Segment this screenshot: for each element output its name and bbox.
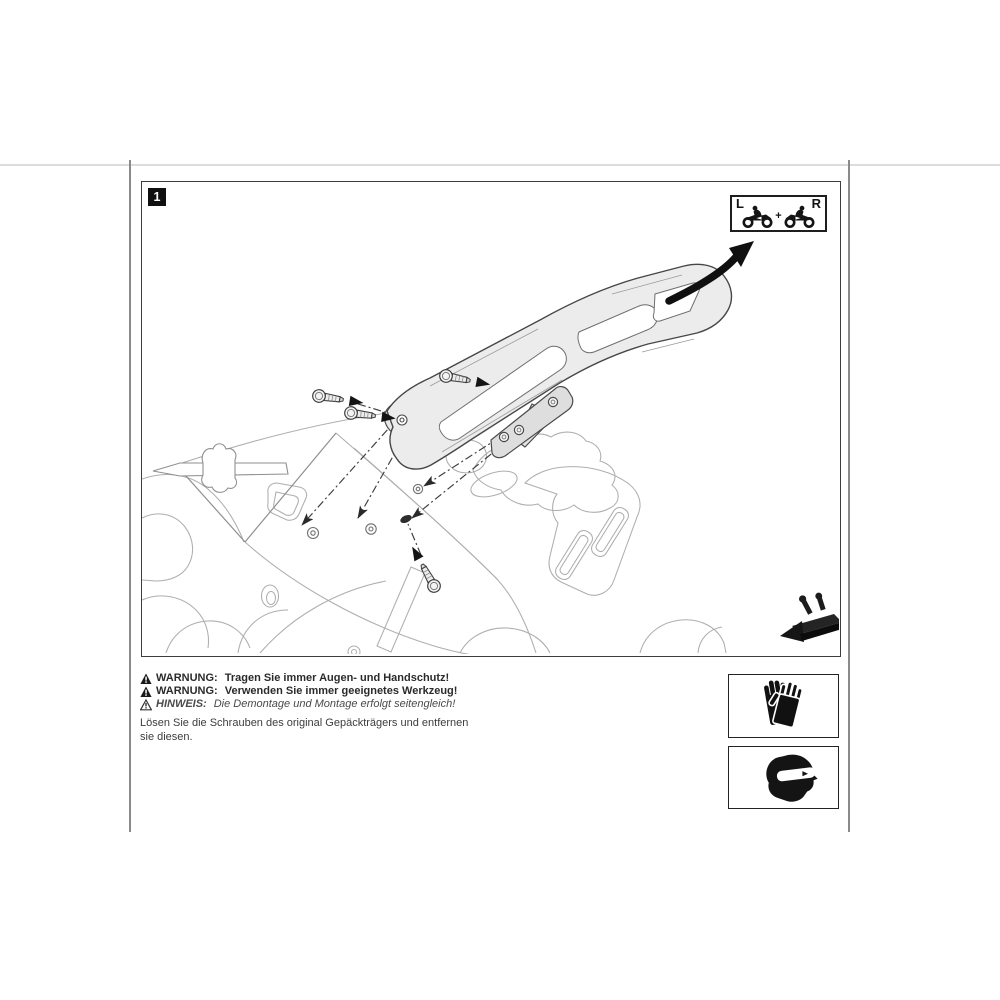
step-diagram-frame	[141, 181, 841, 657]
safety-goggles-icon	[748, 749, 820, 806]
warning-row-1	[140, 672, 560, 685]
right-side-label: R	[811, 196, 821, 211]
step-number-badge: 1	[148, 188, 166, 206]
warning-text: Tragen Sie immer Augen- und Handschutz!	[224, 672, 450, 684]
goggles-icon-box	[728, 746, 839, 809]
left-right-indicator	[730, 195, 827, 232]
page-right-edge	[848, 160, 850, 832]
instruction-text: Lösen Sie die Schrauben des original Gepäckträgers und entfernen sie diesen.	[140, 717, 469, 743]
warning-label: WARNUNG:	[156, 685, 218, 697]
warning-triangle-icon	[140, 686, 152, 698]
side-indicator-bikes	[732, 205, 825, 228]
left-side-label: L	[736, 196, 744, 211]
warning-row-2	[140, 685, 560, 698]
set-aside-icon	[780, 592, 839, 642]
warnings-block	[140, 672, 560, 711]
rack-removal-illustration	[142, 182, 839, 654]
motorcycle-left-icon	[742, 205, 774, 228]
warning-triangle-icon	[140, 673, 152, 685]
note-row	[140, 698, 560, 711]
note-text: Die Demontage und Montage erfolgt seitengleich!	[213, 698, 456, 710]
motorcycle-right-icon	[783, 205, 815, 228]
warning-text: Verwenden Sie immer geeignetes Werkzeug!	[224, 685, 458, 697]
note-triangle-icon	[140, 699, 152, 711]
warning-label: WARNUNG:	[156, 672, 218, 684]
protective-gloves-icon	[749, 678, 819, 734]
page-top-rule	[0, 164, 1000, 166]
note-label: HINWEIS:	[156, 698, 207, 710]
gloves-icon-box	[728, 674, 839, 738]
plus-label: +	[775, 209, 782, 222]
page-left-edge	[129, 160, 131, 832]
